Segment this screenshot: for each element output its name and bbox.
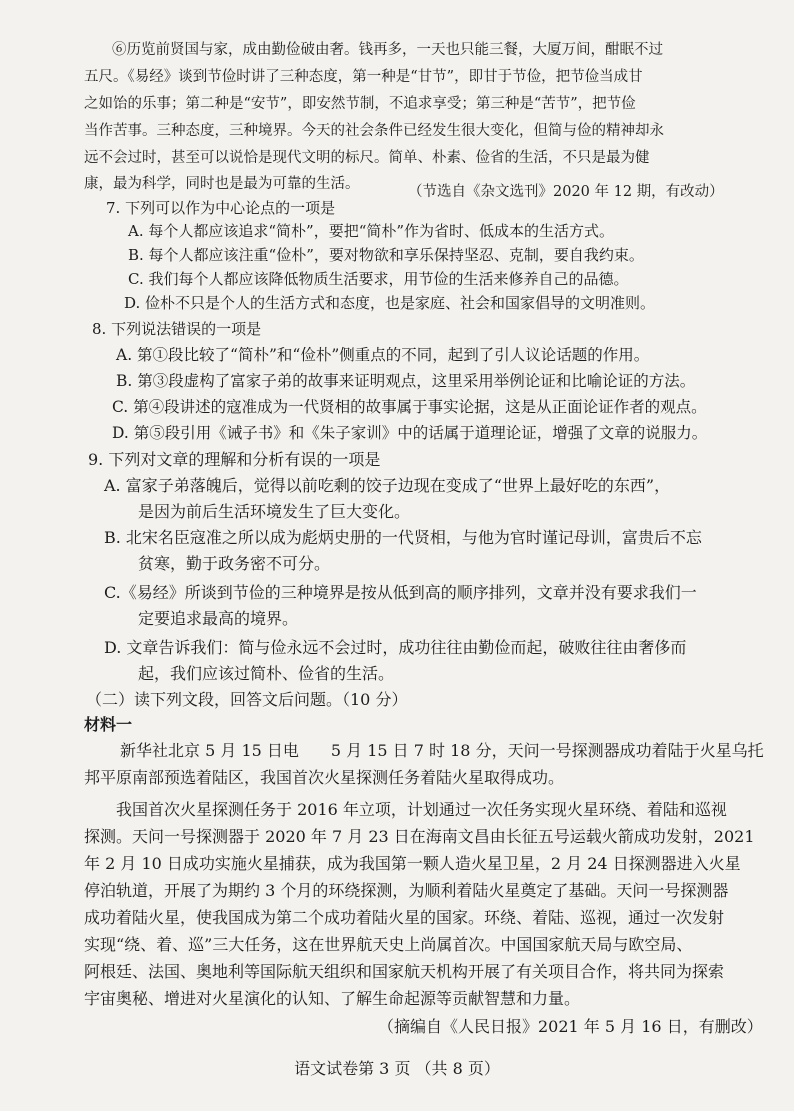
option-d: D. 俭朴不只是个人的生活方式和态度，也是家庭、社会和国家倡导的文明准则。 xyxy=(124,294,656,312)
passage-line: ⑥历览前贤国与家，成由勤俭破由奢。钱再多，一天也只能三餐，大厦万间，酣眠不过 xyxy=(112,42,663,58)
option-d: D. 文章告诉我们：简与俭永远不会过时，成功往往由勤俭而起，破败往往由奢侈而 xyxy=(104,638,687,657)
question-stem: 8. 下列说法错误的一项是 xyxy=(92,320,262,338)
section-heading: （二）读下列文段，回答文后问题。（10 分） xyxy=(86,690,408,709)
question-stem: 7. 下列可以作为中心论点的一项是 xyxy=(106,199,336,217)
passage-line: 远不会过时，甚至可以说恰是现代文明的标尺。简单、朴素、俭省的生活，不只是最为健 xyxy=(84,150,650,166)
option-c: C. 我们每个人都应该降低物质生活要求，用节俭的生活来修养自己的品德。 xyxy=(128,270,629,288)
passage-line: 当作苦事。三种态度，三种境界。今天的社会条件已经发生很大变化，但简与俭的精神却永 xyxy=(84,123,664,139)
material-source: （摘编自《人民日报》2021 年 5 月 16 日，有删改） xyxy=(378,1017,763,1036)
passage-source: （节选自《杂文选刊》2020 年 12 期，有改动） xyxy=(408,184,724,200)
para-line: 成功着陆火星，使我国成为第二个成功着陆火星的国家。环绕、着陆、巡视，通过一次发射 xyxy=(84,908,725,927)
question-stem: 9. 下列对文章的理解和分析有误的一项是 xyxy=(88,450,381,469)
para-line: 探测。天问一号探测器于 2020 年 7 月 23 日在海南文昌由长征五号运载火箭成功发射，2021 xyxy=(84,827,755,846)
option-d-cont: 起，我们应该过简朴、俭省的生活。 xyxy=(138,664,395,683)
option-b: B. 每个人都应该注重“俭朴”，要对物欲和享乐保持坚忍、克制，要自我约束。 xyxy=(128,246,644,264)
option-c-cont: 定要追求最高的境界。 xyxy=(138,609,299,628)
para-line: 我国首次火星探测任务于 2016 年立项，计划通过一次任务实现火星环绕、着陆和巡视 xyxy=(116,800,727,819)
option-a: A. 每个人都应该追求“简朴”，要把“简朴”作为省时、低成本的生活方式。 xyxy=(128,222,615,240)
option-b: B. 北宋名臣寇准之所以成为彪炳史册的一代贤相，与他为官时谨记母训，富贵后不忘 xyxy=(104,528,702,547)
para-line: 邦平原南部预选着陆区，我国首次火星探测任务着陆火星取得成功。 xyxy=(84,768,565,787)
para-line: 停泊轨道，开展了为期约 3 个月的环绕探测，为顺利着陆火星奠定了基础。天问一号探测器 xyxy=(84,881,729,900)
passage-line: 五尺。《易经》谈到节俭时讲了三种态度，第一种是“甘节”，即甘于节俭，把节俭当成甘 xyxy=(84,69,643,85)
option-c: C.《易经》所谈到节俭的三种境界是按从低到高的顺序排列，文章并没有要求我们一 xyxy=(104,583,697,602)
material-label: 材料一 xyxy=(84,715,133,734)
passage-line: 之如饴的乐事；第二种是“安节”，即安然节制，不追求享受；第三种是“苦节”，把节俭 xyxy=(84,96,636,112)
para-line: 新华社北京 5 月 15 日电 5 月 15 日 7 时 18 分，天问一号探测器成功着陆于火星乌托 xyxy=(120,741,764,760)
option-c: C. 第④段讲述的寇准成为一代贤相的故事属于事实论据，这是从正面论证作者的观点。 xyxy=(112,398,707,416)
option-d: D. 第⑤段引用《诫子书》和《朱子家训》中的话属于道理论证，增强了文章的说服力。 xyxy=(112,424,708,442)
option-b: B. 第③段虚构了富家子弟的故事来证明观点，这里采用举例论证和比喻论证的方法。 xyxy=(116,372,696,390)
option-a: A. 富家子弟落魄后，觉得以前吃剩的饺子边现在变成了“世界上最好吃的东西”， xyxy=(104,476,671,495)
page-footer: 语文试卷第 3 页 （共 8 页） xyxy=(294,1059,500,1078)
passage-line: 康，最为科学，同时也是最为可靠的生活。 xyxy=(84,176,360,192)
option-a: A. 第①段比较了“简朴”和“俭朴”侧重点的不同，起到了引人议论话题的作用。 xyxy=(116,346,650,364)
para-line: 阿根廷、法国、奥地利等国际航天组织和国家航天机构开展了有关项目合作，将共同为探索 xyxy=(84,962,725,981)
option-a-cont: 是因为前后生活环境发生了巨大变化。 xyxy=(138,502,411,521)
para-line: 年 2 月 10 日成功实施火星捕获，成为我国第一颗人造火星卫星，2 月 24 日探测器进入火星 xyxy=(84,854,741,873)
option-b-cont: 贫寒，勤于政务密不可分。 xyxy=(138,554,331,573)
para-line: 宇宙奥秘、增进对火星演化的认知、了解生命起源等贡献智慧和力量。 xyxy=(84,989,581,1008)
para-line: 实现“绕、着、巡”三大任务，这在世界航天史上尚属首次。中国国家航天局与欧空局、 xyxy=(84,935,693,954)
